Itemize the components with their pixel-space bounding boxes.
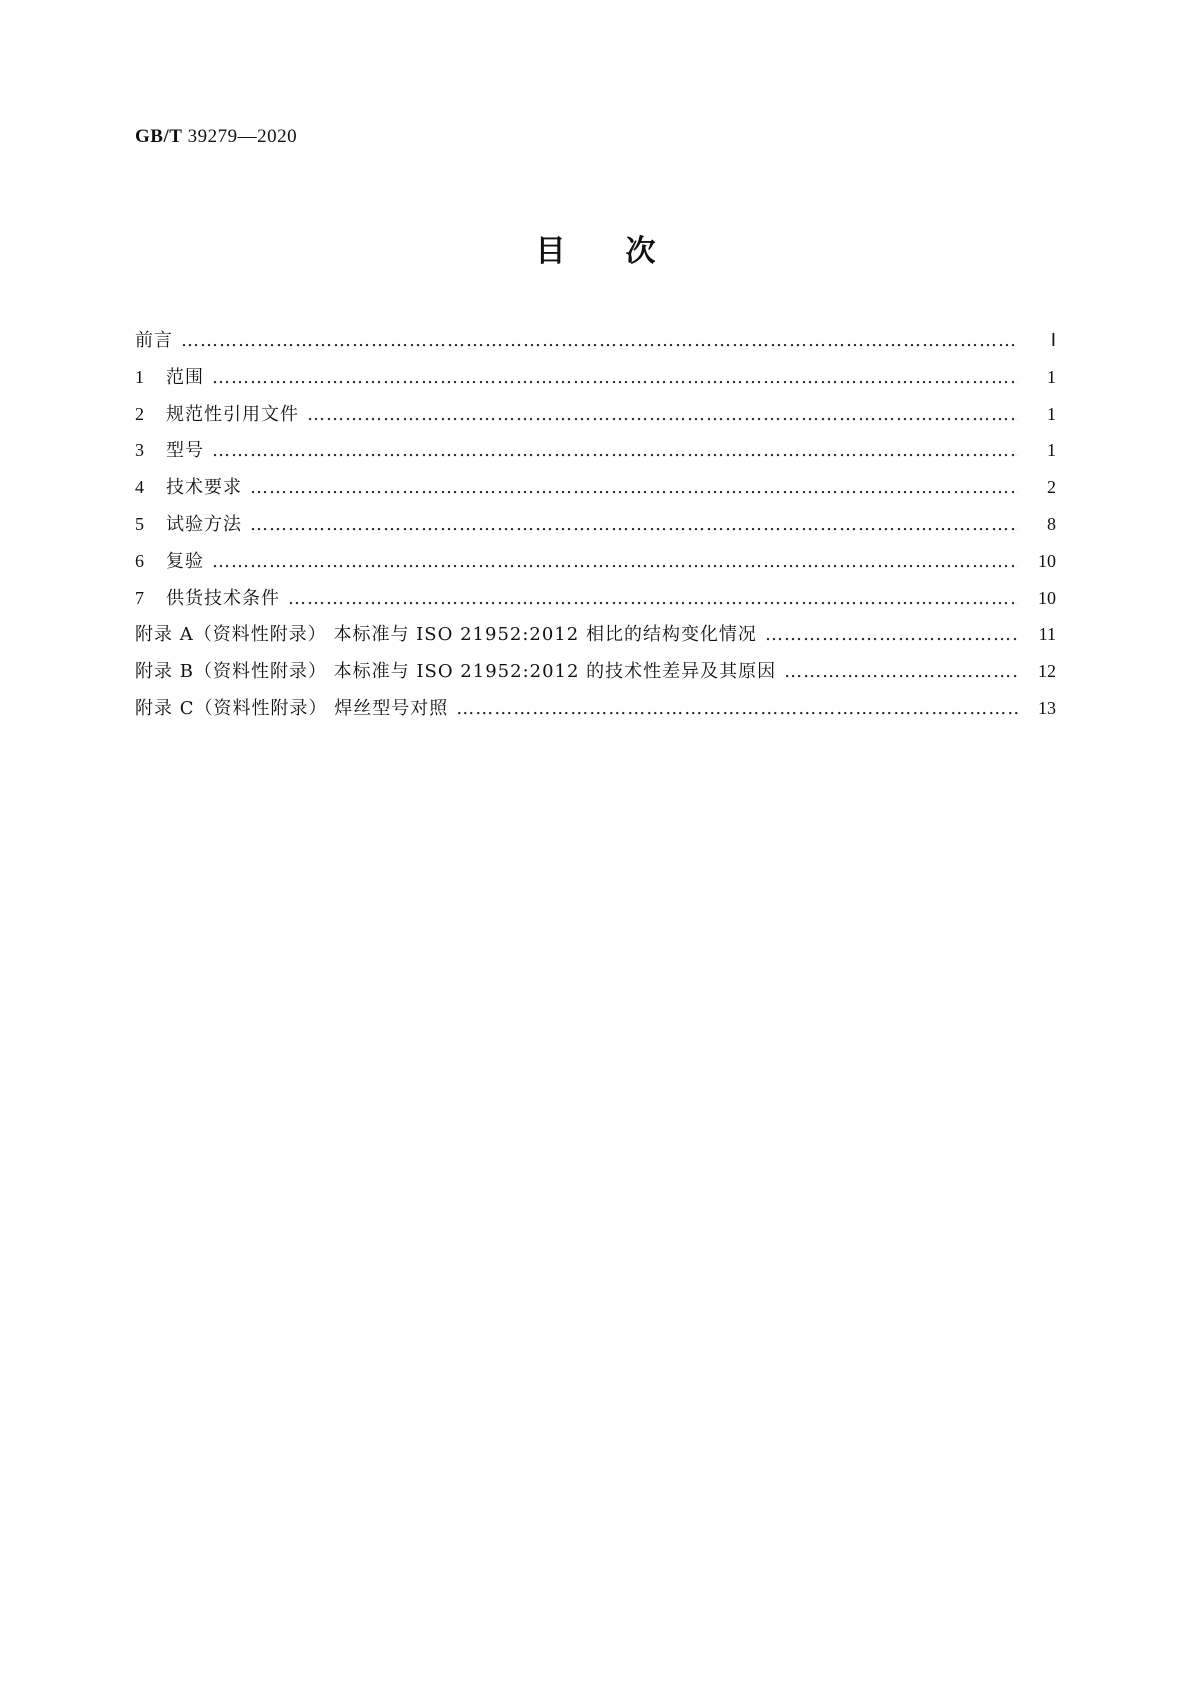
toc-entry-text: 范围: [166, 366, 204, 388]
toc-entry-annex-b[interactable]: [135, 657, 1056, 694]
toc-leader-dots: [456, 698, 1018, 719]
toc-entry-3[interactable]: [135, 436, 1056, 473]
toc-entry-text: 供货技术条件: [166, 587, 280, 609]
toc-leader-dots: [765, 624, 1018, 645]
toc-entry-preface[interactable]: [135, 326, 1056, 363]
toc-leader-dots: [288, 588, 1018, 609]
toc-entry-text: 前言: [135, 330, 173, 351]
toc-entry-page: 11: [1038, 624, 1056, 645]
toc-entry-page: 10: [1038, 587, 1056, 608]
toc-leader-dots: [212, 551, 1018, 572]
toc-entry-number: 5: [135, 513, 144, 534]
toc-leader-dots: [212, 367, 1018, 388]
toc-entry-1[interactable]: [135, 363, 1056, 400]
toc-leader-dots: [250, 514, 1018, 535]
standard-number: 39279—2020: [187, 126, 298, 147]
toc-entry-number: 3: [135, 440, 144, 461]
toc-entry-text: 试验方法: [166, 513, 242, 535]
toc-entry-page: 12: [1038, 661, 1056, 682]
toc-entry-text: 型号: [166, 440, 204, 462]
toc-entry-2[interactable]: [135, 400, 1056, 437]
page-title: [0, 226, 1191, 270]
toc-entry-text: 附录 B（资料性附录） 本标准与 ISO 21952:2012 的技术性差异及其原因: [135, 661, 777, 683]
toc-entry-4[interactable]: [135, 473, 1056, 510]
toc-entry-annex-a[interactable]: [135, 620, 1056, 657]
toc-entry-page: 1: [1047, 366, 1056, 387]
toc-entry-number: 1: [135, 366, 144, 387]
table-of-contents: [135, 326, 1056, 731]
toc-entry-page: 1: [1047, 403, 1056, 424]
toc-leader-dots: [181, 330, 1018, 351]
page-title-char-1: 目: [535, 234, 566, 269]
standard-prefix: GB/T: [135, 126, 183, 147]
toc-entry-6[interactable]: [135, 547, 1056, 584]
toc-entry-page: 8: [1047, 513, 1056, 534]
toc-entry-page: 13: [1038, 697, 1056, 718]
toc-leader-dots: [307, 404, 1018, 425]
toc-entry-text: 技术要求: [166, 477, 242, 499]
toc-entry-page: 1: [1047, 440, 1056, 461]
toc-leader-dots: [212, 440, 1018, 461]
page-title-char-2: 次: [625, 234, 656, 269]
toc-leader-dots: [784, 661, 1018, 682]
toc-entry-7[interactable]: [135, 584, 1056, 621]
toc-entry-number: 6: [135, 550, 144, 571]
toc-entry-text: 复验: [166, 550, 204, 572]
toc-entry-5[interactable]: [135, 510, 1056, 547]
toc-entry-page: 10: [1038, 550, 1056, 571]
toc-leader-dots: [250, 477, 1018, 498]
toc-entry-page: Ⅰ: [1050, 330, 1056, 350]
toc-entry-text: 规范性引用文件: [166, 403, 299, 425]
toc-entry-number: 7: [135, 587, 144, 608]
toc-entry-number: 4: [135, 477, 144, 498]
standard-code: [135, 126, 297, 148]
toc-entry-number: 2: [135, 403, 144, 424]
toc-entry-text: 附录 A（资料性附录） 本标准与 ISO 21952:2012 相比的结构变化情况: [135, 624, 757, 646]
toc-entry-page: 2: [1047, 477, 1056, 498]
toc-entry-annex-c[interactable]: [135, 694, 1056, 731]
toc-entry-text: 附录 C（资料性附录） 焊丝型号对照: [135, 697, 449, 719]
